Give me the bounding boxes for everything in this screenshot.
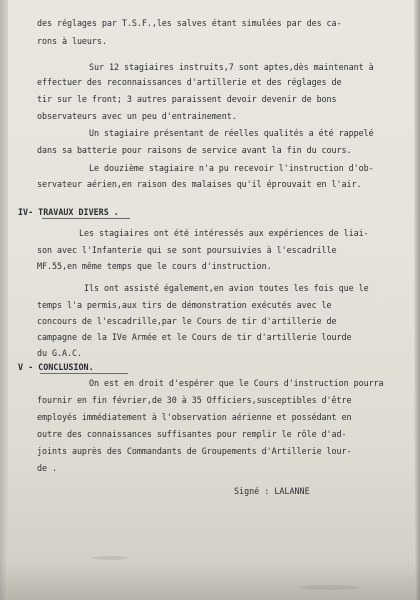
section-heading-conclusion: V - CONCLUSION. [18, 362, 94, 372]
intro-line: effectuer des reconnaissances d'artillerie et des réglages de [37, 77, 342, 87]
heading-underline [42, 218, 130, 219]
intro-line: servateur aérien,en raison des malaises qu'il éprouvait en l'air. [37, 179, 362, 189]
section5-line: On est en droit d'espérer que le Cours d'instruction pourra [89, 378, 384, 388]
section5-line: outre des connaissances suffisantes pour remplir le rôle d'ad- [37, 429, 347, 439]
section4-line: son avec l'Infanterie qui se sont poursuivies à l'escadrille [37, 245, 337, 255]
section4-line: Ils ont assisté également,en avion toutes les fois que le [84, 283, 369, 293]
section-heading-travaux-divers: IV- TRAVAUX DIVERS . [18, 207, 119, 217]
section5-line: employés immédiatement à l'observation aérienne et possédant en [37, 412, 352, 422]
section4-line: Les stagiaires ont été intéressés aux expériences de liai- [79, 228, 369, 238]
section4-line: campagne de la IVe Armée et le Cours de tir d'artillerie lourde [37, 332, 352, 342]
section5-line: de . [37, 463, 57, 473]
section4-line: du G.A.C. [37, 348, 82, 358]
section4-line: temps l'a permis,aux tirs de démonstration exécutés avec le [37, 300, 332, 310]
intro-line: dans sa batterie pour raisons de service avant la fin du cours. [37, 145, 352, 155]
page-bottom-shadow [0, 560, 420, 600]
intro-line: observateurs avec un peu d'entrainement. [37, 111, 237, 121]
intro-line: Le douzième stagiaire n'a pu recevoir l'instruction d'ob- [89, 163, 374, 173]
intro-line: tir sur le front; 3 autres paraissent devoir devenir de bons [37, 94, 337, 104]
section4-line: MF.55,en même temps que le cours d'instruction. [37, 261, 272, 271]
intro-line: rons à lueurs. [37, 36, 107, 46]
heading-underline [40, 373, 128, 374]
page-right-edge [414, 0, 420, 600]
section4-line: concours de l'escadrille,par le Cours de tir d'artillerie de [37, 316, 337, 326]
section5-line: joints auprès des Commandants de Groupements d'Artillerie lour- [37, 446, 352, 456]
intro-line: des réglages par T.S.F.,les salves étant simulées par des ca- [37, 18, 342, 28]
section5-line: fournir en fin février,de 30 à 35 Officiers,susceptibles d'être [37, 395, 352, 405]
intro-line: Sur 12 stagiaires instruits,7 sont aptes,dès maintenant à [89, 62, 374, 72]
intro-line: Un stagiaire présentant de réelles qualités a été rappelé [89, 128, 374, 138]
page-left-edge [0, 0, 8, 600]
signature: Signé : LALANNE [234, 486, 310, 496]
